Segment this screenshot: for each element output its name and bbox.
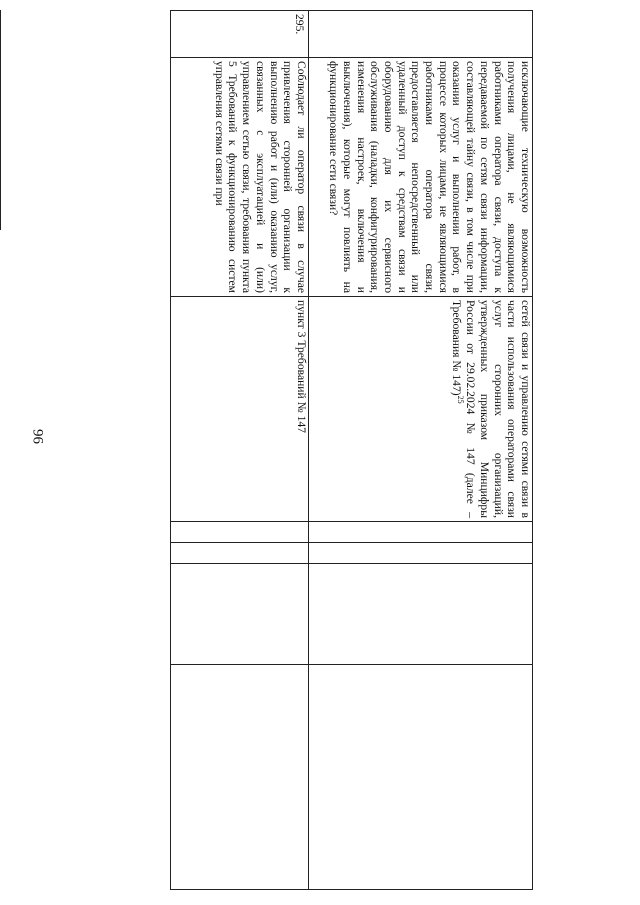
page-number: 96 (29, 429, 46, 444)
checklist-table (170, 10, 533, 890)
answer-no-cell (309, 543, 533, 564)
question-cell: исключающие техническую возможность получения лицами, не являющимися работниками оператора связи, доступа к передаваемой по сетям связи информации, составляющей тайну связи, в том числе при оказании услуг и выполнении работ, в процессе которых лицами, не являющимися работниками оператора связи, предоставляется непосредственный или удаленный доступ к средствам связи и оборудованию для их сервисного обслуживания (наладки, конфигурирования, изменения настроек, включения и выключения), которые могут повлиять на функционирование сети связи? (309, 58, 533, 297)
rotated-page-content (43, 10, 533, 890)
answer-na-cell (309, 564, 533, 665)
answer-no-cell (171, 543, 309, 564)
table-row (309, 11, 533, 890)
notes-cell (171, 665, 309, 890)
footnote-ref: 25 (456, 395, 466, 404)
table-row (171, 11, 309, 890)
requirement-cell (309, 297, 533, 522)
answer-yes-cell (171, 522, 309, 543)
row-number-cell: 295. (171, 11, 309, 58)
question-cell: Соблюдает ли оператор связи в случае привлечения сторонней организации к выполнению работ и (или) оказанию услуг, связанных с эксплуатацией и (или) управлением сетью связи, требования пункта 5 Требований к функционированию систем управления сетями связи при (171, 58, 309, 297)
answer-na-cell (171, 564, 309, 665)
answer-yes-cell (309, 522, 533, 543)
notes-cell (309, 665, 533, 890)
row-number-cell (309, 11, 533, 58)
footnote-separator (0, 10, 1, 230)
requirement-cell: пункт 3 Требований № 147 (171, 297, 309, 522)
requirement-text: сетей связи и управлению сетями связи в части использования операторами связи услуг сторонних организаций, утвержденных приказом Минцифры России от 29.02.2024 № 147 (далее – Требования № 147) (450, 300, 532, 518)
